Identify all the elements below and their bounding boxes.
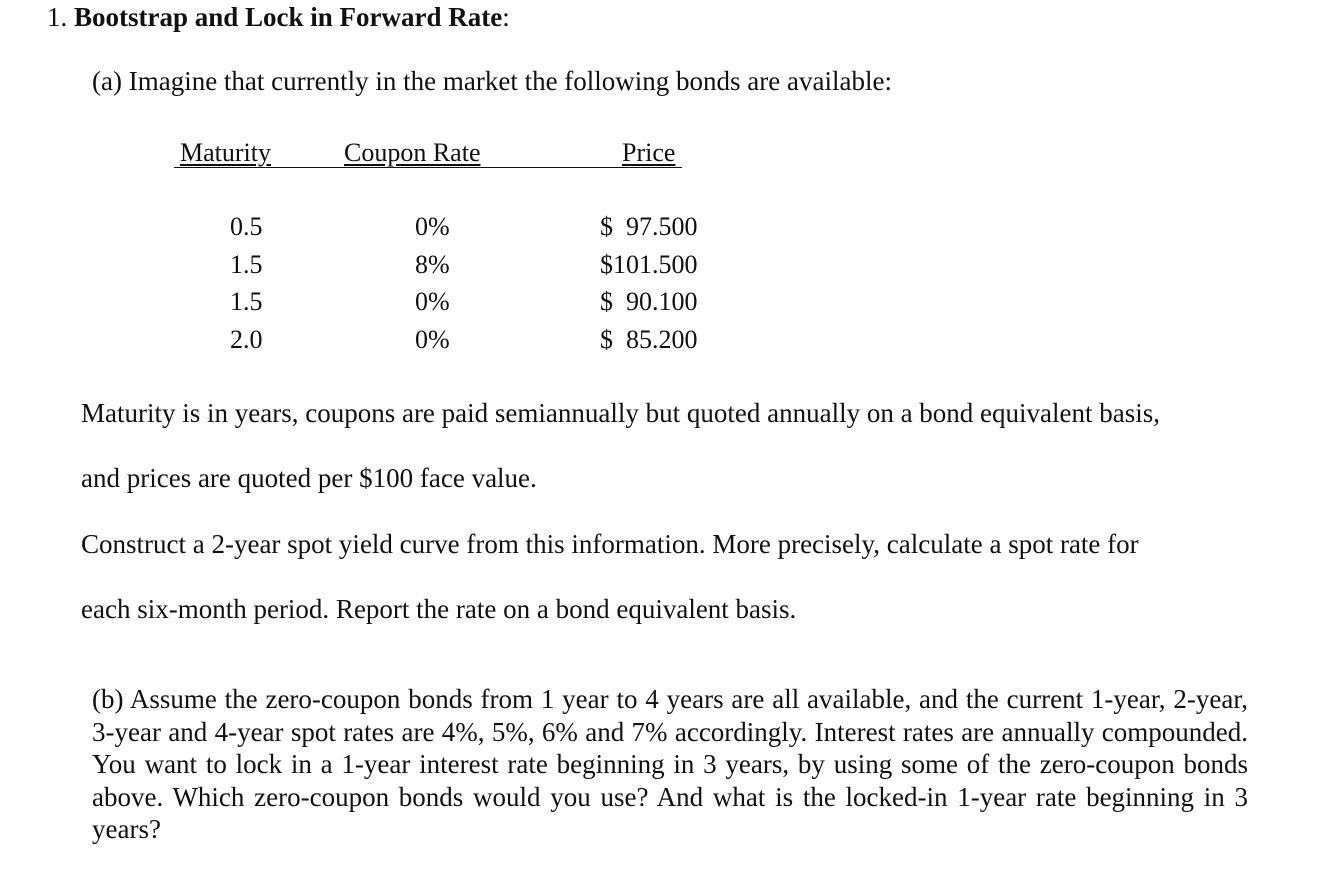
table-cell-price: $ 85.200 (600, 325, 698, 354)
table-cell-maturity: 2.0 (230, 325, 263, 354)
question-heading (47, 2, 510, 33)
question-title-colon: : (502, 2, 510, 32)
note-line-2: and prices are quoted per $100 face value. (81, 463, 537, 493)
question-title: Bootstrap and Lock in Forward Rate (74, 2, 503, 32)
table-cell-coupon: 0% (415, 325, 450, 354)
table-cell-price: $101.500 (600, 250, 698, 279)
table-cell-coupon: 0% (415, 287, 450, 316)
table-cell-maturity: 1.5 (230, 250, 263, 279)
part-a-intro: (a) Imagine that currently in the market the following bonds are available: (92, 66, 892, 96)
table-cell-maturity: 1.5 (230, 287, 263, 316)
bond-table (174, 138, 774, 368)
column-header-price: Price (622, 138, 676, 167)
column-header-maturity: Maturity (180, 138, 271, 167)
table-cell-price: $ 97.500 (600, 212, 698, 241)
task-line-2: each six-month period. Report the rate on a bond equivalent basis. (81, 594, 797, 624)
table-cell-coupon: 8% (415, 250, 450, 279)
table-cell-coupon: 0% (415, 212, 450, 241)
column-header-coupon-rate: Coupon Rate (344, 138, 481, 167)
table-cell-maturity: 0.5 (230, 212, 263, 241)
part-b-paragraph: (b) Assume the zero-coupon bonds from 1 year to 4 years are all available, and the current 1-year, 2-year, 3-year and 4-year spot rates are 4%, 5%, 6% and 7% accordingly. Interest rates are annually compounded. You want to lock in a 1-year interest rate beginning in 3 years, by using some of the zero-coupon bonds above. Which zero-coupon bonds would you use? And what is the locked-in 1-year rate beginning in 3 years? (92, 684, 1248, 844)
note-line-1: Maturity is in years, coupons are paid semiannually but quoted annually on a bond equivalent basis, (81, 398, 1161, 428)
task-line-1: Construct a 2-year spot yield curve from this information. More precisely, calculate a spot rate for (81, 529, 1139, 559)
header-rule (174, 167, 682, 168)
question-number: 1. (47, 2, 68, 32)
table-cell-price: $ 90.100 (600, 287, 698, 316)
